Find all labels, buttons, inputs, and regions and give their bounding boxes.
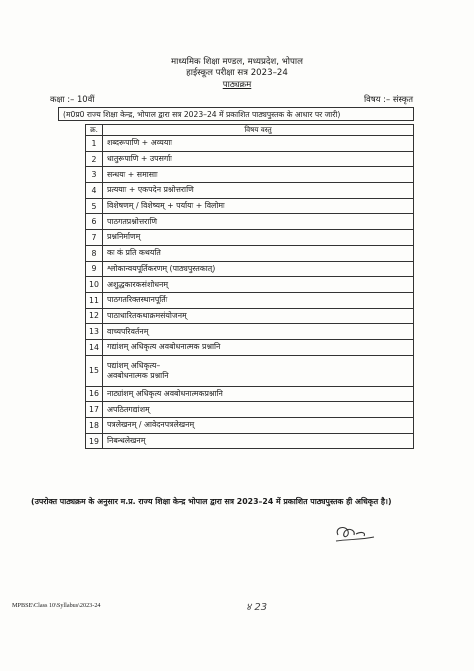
table-row [86,214,414,230]
table-row [86,308,414,324]
table-header-row [86,125,414,136]
exam-session: हाईस्कूल परीक्षा सत्र 2023–24 [186,68,288,78]
table-row [86,386,414,402]
row-number: 1 [86,136,103,152]
row-topic: सन्धयः + समासाः [103,167,414,183]
table-row [86,355,414,386]
row-number: 8 [86,245,103,261]
page-mark: ४ 23 [246,602,268,613]
authorized-textbook-note: (उपरोक्त पाठ्यक्रम के अनुसार म.प्र. राज्य शिक्षा केन्द्र भोपाल द्वारा सत्र 2023–24 में प्रकाशित पाठ्यपुस्तक ही अधिकृत है।) [31,497,392,506]
row-number: 13 [86,324,103,340]
row-topic: पत्रलेखनम् / आवेदनपत्रलेखनम् [103,418,414,434]
table-row [86,418,414,434]
row-topic-two-line [103,355,414,386]
board-name: माध्यमिक शिक्षा मण्डल, मध्यप्रदेश, भोपाल [171,57,303,67]
table-row [86,167,414,183]
row-topic: शब्दरूपाणि + अव्ययाः [103,136,414,152]
table-row [86,230,414,246]
row-number: 5 [86,198,103,214]
table-row [86,292,414,308]
row-topic-line2: अवबोधनात्मक प्रश्नानि [107,370,169,380]
row-topic: पाठगतप्रश्नोत्तराणि [103,214,414,230]
row-topic: अपठितगद्यांशम् [103,402,414,418]
table-row [86,277,414,293]
row-number: 3 [86,167,103,183]
row-number: 12 [86,308,103,324]
header-topic: विषय वस्तु [103,125,414,136]
textbook-notice: (म0प्र0 राज्य शिक्षा केन्द्र, भोपाल द्वारा सत्र 2023–24 में प्रकाशित पाठ्यपुस्तक के आधार पर जारी) [58,107,414,121]
row-number: 16 [86,386,103,402]
row-topic: कः कं प्रति कथयति [103,245,414,261]
row-number: 10 [86,277,103,293]
table-row [86,198,414,214]
signature-mark [330,517,380,547]
table-row [86,261,414,277]
syllabus-table [85,124,414,449]
row-topic: श्लोकान्वयपूर्तिकरणम् (पाठ्यपुस्तकात्) [103,261,414,277]
row-topic: प्रत्ययाः + एकपदेन प्रश्नोत्तराणि [103,183,414,199]
row-number: 17 [86,402,103,418]
syllabus-title: पाठ्यक्रम [222,80,252,90]
row-topic: विशेषणम् / विशेष्यम् + पर्यायः + विलोमः [103,198,414,214]
table-row [86,324,414,340]
table-row [86,339,414,355]
row-topic-line1: पद्यांशम् अधिकृत्य– [107,360,161,370]
row-topic: धातुरूपाणि + उपसर्गाः [103,151,414,167]
table-row [86,183,414,199]
header-serial: क्र. [86,125,103,136]
row-topic: नाट्यांशम् अधिकृत्य अवबोधनात्मकप्रश्नानि [103,386,414,402]
row-number: 14 [86,339,103,355]
row-number: 11 [86,292,103,308]
table-row [86,433,414,449]
row-topic: अशुद्धकारकसंशोधनम् [103,277,414,293]
row-number: 19 [86,433,103,449]
row-topic: निबन्धलेखनम् [103,433,414,449]
table-row [86,136,414,152]
row-topic: पाठाधारितकथाक्रमसंयोजनम् [103,308,414,324]
table-row [86,151,414,167]
table-row [86,245,414,261]
subject-label: विषय :– संस्कृत [364,94,413,104]
row-topic: पाठगतरिक्तस्थानपूर्तिः [103,292,414,308]
table-row [86,402,414,418]
row-topic: प्रश्ननिर्माणम् [103,230,414,246]
row-number: 6 [86,214,103,230]
row-number: 9 [86,261,103,277]
row-number: 4 [86,183,103,199]
row-number: 2 [86,151,103,167]
row-topic: गद्यांशम् अधिकृत्य अवबोधनात्मक प्रश्नानि [103,339,414,355]
row-topic: वाच्यपरिवर्तनम् [103,324,414,340]
row-number: 15 [86,355,103,386]
class-label: कक्षा :– 10वीं [50,94,95,104]
row-number: 18 [86,418,103,434]
document-path: MPBSE\Class 10\Syllabus\2023-24 [12,602,101,609]
row-number: 7 [86,230,103,246]
